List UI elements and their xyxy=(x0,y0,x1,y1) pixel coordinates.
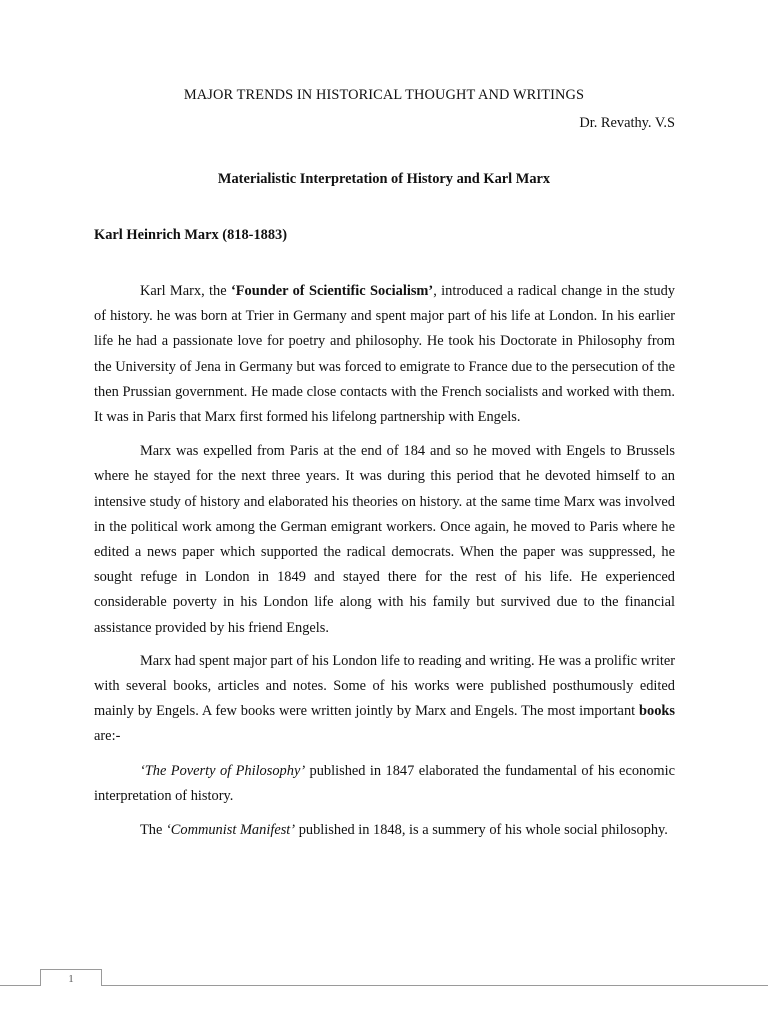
body-text xyxy=(94,279,675,854)
paragraph-3-start: Marx had spent major part of his London life to reading and writing. He was a prolific writer with several books, articles and notes. Some of his works were published posthumously edited mainly by Engels. A few books were written jointly by Marx and Engels. The most important xyxy=(94,652,675,720)
book-title-poverty: ‘The Poverty of Philosophy’ xyxy=(140,762,306,779)
paragraph-5 xyxy=(94,818,675,843)
author-name: Dr. Revathy. V.S xyxy=(579,115,675,131)
page-number-tab xyxy=(40,969,102,986)
paragraph-3 xyxy=(94,649,675,750)
page-number: 1 xyxy=(68,973,74,985)
paragraph-4-rest: published in 1847 elaborated the fundamental of his economic interpretation of history. xyxy=(94,762,675,804)
paragraph-4 xyxy=(94,759,675,809)
paragraph-2: Marx was expelled from Paris at the end of 184 and so he moved with Engels to Brussels where he stayed for the next three years. It was during this period that he devoted himself to an intensive study of history and elaborated his theories on history. at the same time Marx was involved in the political work among the German emigrant workers. Once again, he moved to Paris where he edited a news paper which supported the radical democrats. When the paper was suppressed, he sought refuge in London in 1849 and stayed there for the rest of his life. He experienced considerable poverty in his London life along with his family but survived due to the financial assistance provided by his friend Engels. xyxy=(94,443,675,636)
paragraph-1-rest: , introduced a radical change in the study of history. he was born at Trier in Germany and spent major part of his life at London. In his earlier life he had a passionate love for poetry and philosophy. He took his Doctorate in Philosophy from the University of Jena in Germany but was forced to emigrate to France due to the persecution of the then Prussian government. He made close contacts with the French socialists and worked with them. It was in Paris that Marx first formed his lifelong partnership with Engels. xyxy=(94,283,675,426)
books-word: books xyxy=(639,703,675,720)
founder-phrase: ‘Founder of Scientific Socialism’ xyxy=(230,283,434,299)
section-title: Materialistic Interpretation of History and Karl Marx xyxy=(217,171,551,187)
book-title-manifest: ‘Communist Manifest’ xyxy=(165,822,296,839)
paragraph-5-rest: published in 1848, is a summery of his whole social philosophy. xyxy=(295,822,668,839)
footer-divider xyxy=(0,985,768,986)
paragraph-1-start: Karl Marx, the xyxy=(140,283,231,299)
paragraph-3-rest: are:- xyxy=(94,728,121,745)
subheading: Karl Heinrich Marx (818-1883) xyxy=(94,227,288,243)
paragraph-5-start: The xyxy=(140,822,166,839)
course-title: MAJOR TRENDS IN HISTORICAL THOUGHT AND WRITINGS xyxy=(183,87,585,103)
paragraph-1 xyxy=(94,279,675,430)
